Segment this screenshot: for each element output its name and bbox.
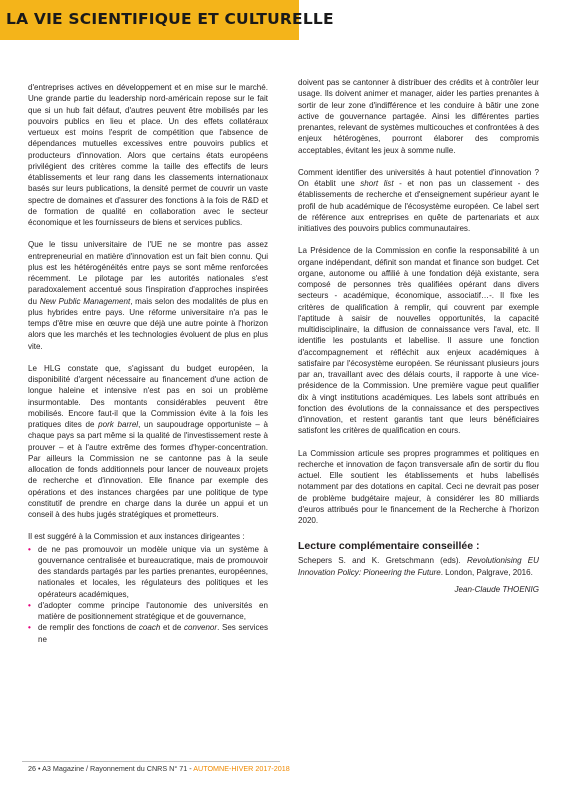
reference: Schepers S. and K. Gretschmann (eds). Revolutionising EU Innovation Policy: Pioneering the Future. London, Palgrave, 2016.: [298, 556, 539, 577]
bullet-icon: •: [28, 544, 31, 554]
footer-season: AUTOMNE-HIVER 2017-2018: [193, 764, 290, 773]
list-item: • d'adopter comme principe l'autonomie des universités en matière de positionnement stratégique et de gouvernance,: [28, 600, 268, 621]
paragraph: Comment identifier des universités à haut potentiel d'innovation ? On établit une short list - et non pas un classement - des établissements de recherche et d'enseignement supérieur ayant le profil de hub académique de l'écosystème européen. Ce label sert de référence aux entreprises en quête de partenariats et aux initiatives des pouvoirs publics communautaires.: [298, 167, 540, 233]
paragraph: d'entreprises actives en développement et en mise sur le marché. Une grande partie du leadership nord-américain repose sur le fait que si un hub fait défaut, d'autres peuvent être mobilisés par les pouvoirs publics en lieu et place. Un des effets collatéraux vertueux est moins l'esprit de compétition que l'absence de dépendances mutuelles excessives entre pouvoirs publics et producteurs d'innovation. Alors que certains états européens privilégient des critères comme la taille des effectifs de leurs établissements et leur rang dans les classements internationaux basés sur leurs publications, la densité permet de couvrir un vaste spectre de domaines et d'assurer des fonctions à la fois de R&D et de formation de qualité en collaboration avec le secteur économique et les fournisseurs de biens et services publics.: [28, 83, 268, 227]
bullet-icon: •: [28, 623, 31, 633]
list-intro: Il est suggéré à la Commission et aux instances dirigeantes :: [28, 532, 245, 542]
footer-divider: [22, 761, 280, 762]
bullet-icon: •: [28, 600, 31, 610]
left-column: [28, 82, 268, 645]
paragraph: Que le tissu universitaire de l'UE ne se montre pas assez entrepreneurial en matière d'innovation est un fait bien connu. Qui plus est les hétérogénéités entre pays se sont même renforcées récemment. Le pilotage par les autorités nationales s'est paradoxalement accentué sous l'inspiration d'approches inspirées du New Public Management, mais selon des modalités de plus en plus hybrides entre pays. Une réforme universitaire n'a pas le temps d'être mise en œuvre que déjà une autre pointe à l'horizon alors que les marchés et les technologies évoluent de plus en plus vite.: [28, 240, 268, 351]
footer-publication: 26 • A3 Magazine / Rayonnement du CNRS N° 71 -: [28, 764, 194, 773]
author-signature: Jean-Claude THOENIG: [454, 584, 539, 594]
right-column: [298, 77, 539, 595]
list-item: • de remplir des fonctions de coach et de convenor. Ses services ne: [28, 623, 268, 644]
paragraph: La Présidence de la Commission en confie la responsabilité à un organe indépendant, définit son mandat et finance son budget. Cet organe, autonome ou affilié à une fondation déjà existante, sera composé de personnes très qualifiées opérant dans divers secteurs - académique, économique, associatif…-. Il fixe les critères de qualification à remplir, qui couvrent par exemple l'aptitude à saisir de nouvelles opportunités, la capacité multidisciplinaire, la diffusion de connaissance vers l'aval, etc. Il identifie les postulants et labellise. Il assure une fonction d'accompagnement et réfléchit aux enjeux académiques à satisfaire par l'écosystème européen. Se réunissant plusieurs jours par an, travaillant avec des délais courts, il rapporte à une vice-présidence de la Commission. Une première vague peut qualifier dix à vingt institutions académiques. Les labels sont attribués en fonction des évolutions de la connaissance et des perspectives d'innovation, et restent garantis tant que leurs bénéficiaires satisfont les critères de qualification en cours.: [298, 246, 539, 436]
paragraph: La Commission articule ses propres programmes et politiques en recherche et innovation de façon transversale afin de sortir du flou actuel. Elle soutient les établissements et hubs labellisés notamment par des dotations en capital. Ceci ne devrait pas poser de problème budgétaire majeur, à considérer les 80 milliards d'euros attribués pour le financement de la Recherche à l'horizon 2020.: [298, 448, 539, 525]
recommendation-list: [28, 544, 268, 645]
section-header-band: [0, 0, 334, 40]
section-title: LA VIE SCIENTIFIQUE ET CULTURELLE: [6, 10, 334, 28]
paragraph: doivent pas se cantonner à distribuer des crédits et à contrôler leur usage. Ils doivent animer et manager, aider les parties prenantes à sortir de leur zone d'indifférence et les conduire à bâtir une zone active de gouvernance partagée. Ainsi les différentes parties prenantes, relevant de systèmes multicouches et confrontées à des enjeux hétérogènes, pourront élaborer des compromis acceptables, évitant les jeux à somme nulle.: [298, 78, 539, 155]
page-footer: [28, 764, 290, 773]
further-reading-heading: Lecture complémentaire conseillée :: [298, 540, 480, 553]
paragraph: Le HLG constate que, s'agissant du budget européen, la disponibilité d'argent nécessaire au financement d'une action de longue haleine et intensive n'est pas en soi un problème insurmontable. Des montants considérables peuvent être mobilisés. Encore faut-il que la Commission évite à la fois les pratiques dites de pork barrel, un saupoudrage opportuniste – à chaque pays sa part même si la qualité de l'investissement reste à prouver – et à l'autre extrême des formes d'hyper-concentration. Par ailleurs la Commission ne se cantonne pas à la seule allocation de fonds additionnels pour lancer de nouveaux projets de recherche et d'innovation. Elle finance par exemple des opérations et des instances chargées par une politique de type constitutif de prendre en charge dans la durée un appui et un conseil à des hubs jugés stratégiques et prometteurs.: [28, 363, 268, 519]
list-item: • de ne pas promouvoir un modèle unique via un système à gouvernance centralisée et bureaucratique, mais de promouvoir des standards partagés par les parties prenantes, européennes, nationales et locales, les régulateurs des politiques et les opérateurs académiques,: [28, 544, 268, 599]
